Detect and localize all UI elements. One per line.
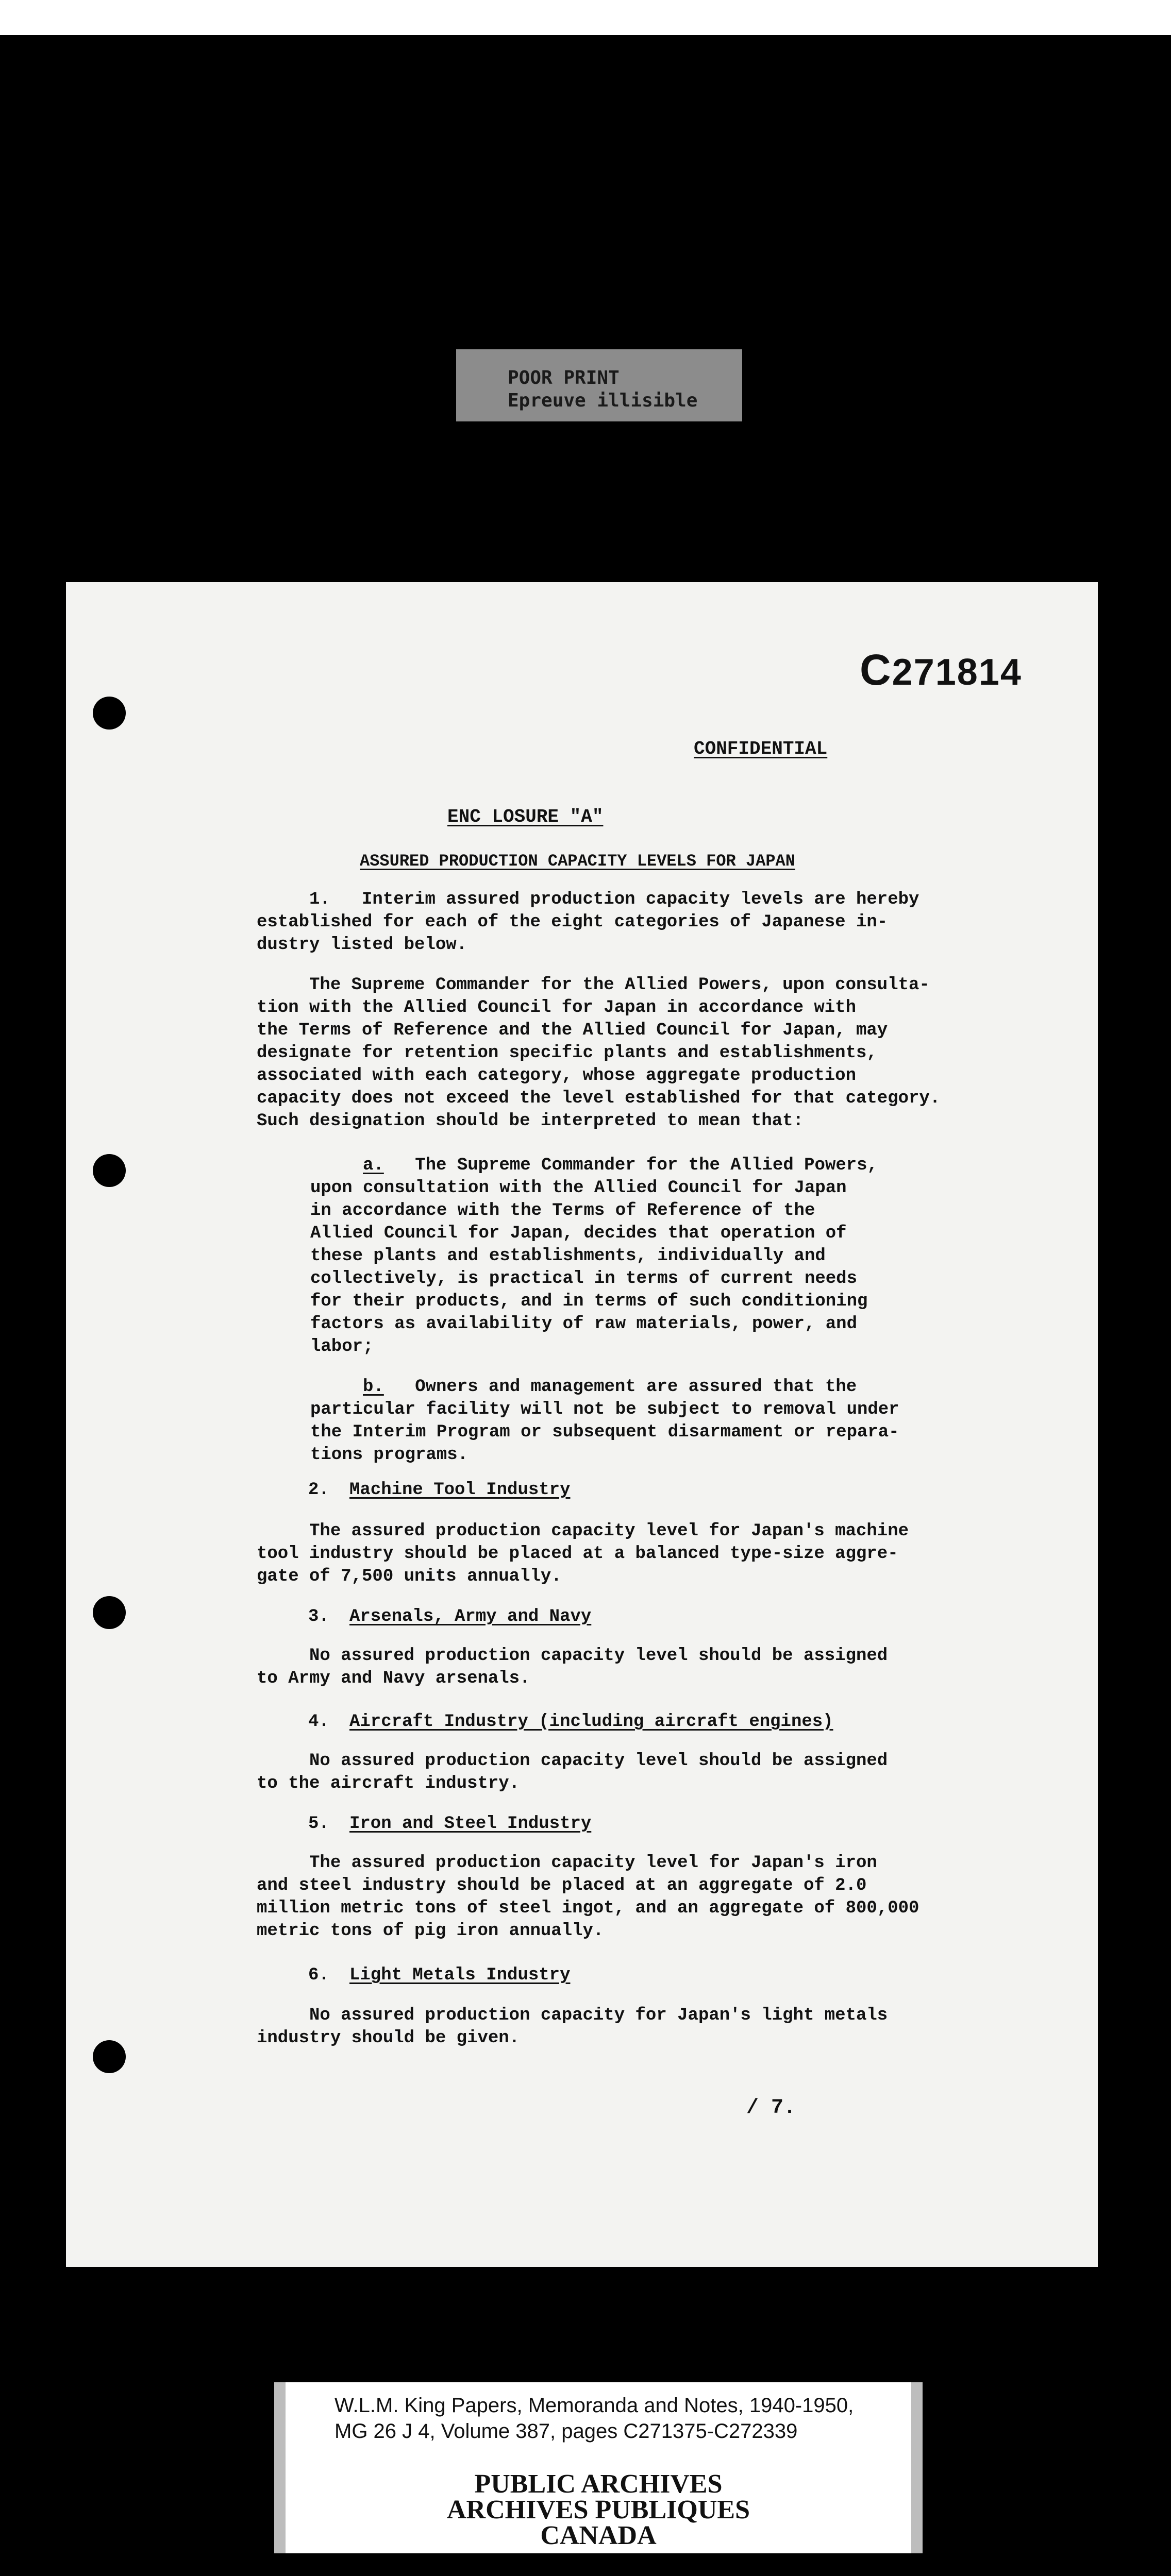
- paragraph-1-line: dustry listed below.: [257, 935, 467, 955]
- archive-stamp-line2: ARCHIVES PUBLIQUES: [446, 2495, 750, 2524]
- subparagraph-a-line: labor;: [310, 1337, 374, 1357]
- section-2-line: The assured production capacity level for Japan's machine: [257, 1521, 909, 1541]
- subparagraph-b-marker: b.: [363, 1377, 384, 1397]
- section-6-line: industry should be given.: [257, 2028, 520, 2048]
- poor-print-line2: Epreuve illisible: [508, 390, 698, 411]
- scan-top-border: [0, 0, 1171, 35]
- section-3-line: to Army and Navy arsenals.: [257, 1669, 530, 1688]
- collection-reference-line1: W.L.M. King Papers, Memoranda and Notes, 1940-1950,: [334, 2394, 854, 2417]
- paragraph-2-line: capacity does not exceed the level established for that category.: [257, 1089, 941, 1108]
- subparagraph-a-line: for their products, and in terms of such conditioning: [310, 1292, 868, 1311]
- file-number-digits: 271814: [892, 652, 1022, 693]
- paragraph-2-line: tion with the Allied Council for Japan in accordance with: [257, 998, 856, 1018]
- paragraph-2-line: the Terms of Reference and the Allied Council for Japan, may: [257, 1021, 888, 1040]
- subparagraph-b-line: particular facility will not be subject to removal under: [310, 1400, 899, 1419]
- subparagraph-a-line: collectively, is practical in terms of current needs: [310, 1269, 857, 1289]
- subparagraph-a-line: The Supreme Commander for the Allied Powers,: [383, 1156, 878, 1175]
- subparagraph-b-line: Owners and management are assured that the: [383, 1377, 857, 1397]
- section-5-line: The assured production capacity level for Japan's iron: [257, 1853, 877, 1873]
- document-title: ASSURED PRODUCTION CAPACITY LEVELS FOR JAPAN: [360, 852, 795, 871]
- classification-marking: CONFIDENTIAL: [694, 738, 828, 759]
- collection-reference-line2: MG 26 J 4, Volume 387, pages C271375-C272339: [334, 2420, 798, 2443]
- punch-hole: [93, 1596, 126, 1629]
- section-6-heading: Light Metals Industry: [349, 1965, 571, 1985]
- poor-print-stamp: [456, 349, 742, 421]
- section-4-line: to the aircraft industry.: [257, 1774, 520, 1793]
- section-3-number: 3.: [308, 1607, 329, 1626]
- subparagraph-b-line: tions programs.: [310, 1445, 469, 1465]
- archive-stamp-line3: CANADA: [540, 2521, 657, 2550]
- archive-label: [274, 2382, 923, 2553]
- section-2-number: 2.: [308, 1480, 329, 1500]
- section-5-line: and steel industry should be placed at an aggregate of 2.0: [257, 1876, 867, 1895]
- punch-hole: [93, 2040, 126, 2073]
- paragraph-1-line: established for each of the eight categories of Japanese in-: [257, 912, 888, 932]
- section-5-line: metric tons of pig iron annually.: [257, 1921, 604, 1941]
- paragraph-2-line: associated with each category, whose aggregate production: [257, 1066, 856, 1086]
- section-6-number: 6.: [308, 1965, 329, 1985]
- section-6-line: No assured production capacity for Japan's light metals: [257, 2006, 888, 2025]
- section-2-line: tool industry should be placed at a balanced type-size aggre-: [257, 1544, 898, 1564]
- subparagraph-a-line: in accordance with the Terms of Reference of the: [310, 1201, 815, 1221]
- section-2-line: gate of 7,500 units annually.: [257, 1567, 562, 1586]
- subparagraph-a-line: factors as availability of raw materials, power, and: [310, 1314, 857, 1334]
- section-5-line: million metric tons of steel ingot, and an aggregate of 800,000: [257, 1899, 919, 1918]
- collection-reference: [334, 2393, 854, 2444]
- section-3-line: No assured production capacity level should be assigned: [257, 1646, 888, 1666]
- poor-print-line1: POOR PRINT: [508, 367, 620, 388]
- subparagraph-a-marker: a.: [363, 1156, 384, 1175]
- section-2-heading: Machine Tool Industry: [349, 1480, 571, 1500]
- subparagraph-a-line: upon consultation with the Allied Council for Japan: [310, 1178, 847, 1198]
- archive-stamp-line1: PUBLIC ARCHIVES: [474, 2469, 723, 2499]
- enclosure-heading: ENC LOSURE "A": [447, 806, 604, 827]
- paragraph-2-line: Such designation should be interpreted to mean that:: [257, 1111, 804, 1131]
- paragraph-2-line: The Supreme Commander for the Allied Powers, upon consulta-: [257, 975, 930, 995]
- document-page: [66, 582, 1098, 2267]
- next-page-indicator: / 7.: [746, 2096, 796, 2120]
- section-4-number: 4.: [308, 1712, 329, 1732]
- section-5-number: 5.: [308, 1814, 329, 1834]
- section-4-line: No assured production capacity level should be assigned: [257, 1751, 888, 1771]
- section-3-heading: Arsenals, Army and Navy: [349, 1607, 592, 1626]
- section-5-heading: Iron and Steel Industry: [349, 1814, 592, 1834]
- subparagraph-a-line: Allied Council for Japan, decides that operation of: [310, 1224, 847, 1243]
- file-number-prefix: C: [860, 646, 892, 694]
- subparagraph-a-line: these plants and establishments, individually and: [310, 1246, 826, 1266]
- paragraph-2-line: designate for retention specific plants and establishments,: [257, 1043, 877, 1063]
- section-4-heading: Aircraft Industry (including aircraft engines): [349, 1712, 833, 1732]
- punch-hole: [93, 697, 126, 730]
- subparagraph-b-line: the Interim Program or subsequent disarmament or repara-: [310, 1422, 899, 1442]
- punch-hole: [93, 1154, 126, 1187]
- paragraph-1-line: 1. Interim assured production capacity levels are hereby: [257, 890, 919, 909]
- file-number: [860, 645, 1022, 695]
